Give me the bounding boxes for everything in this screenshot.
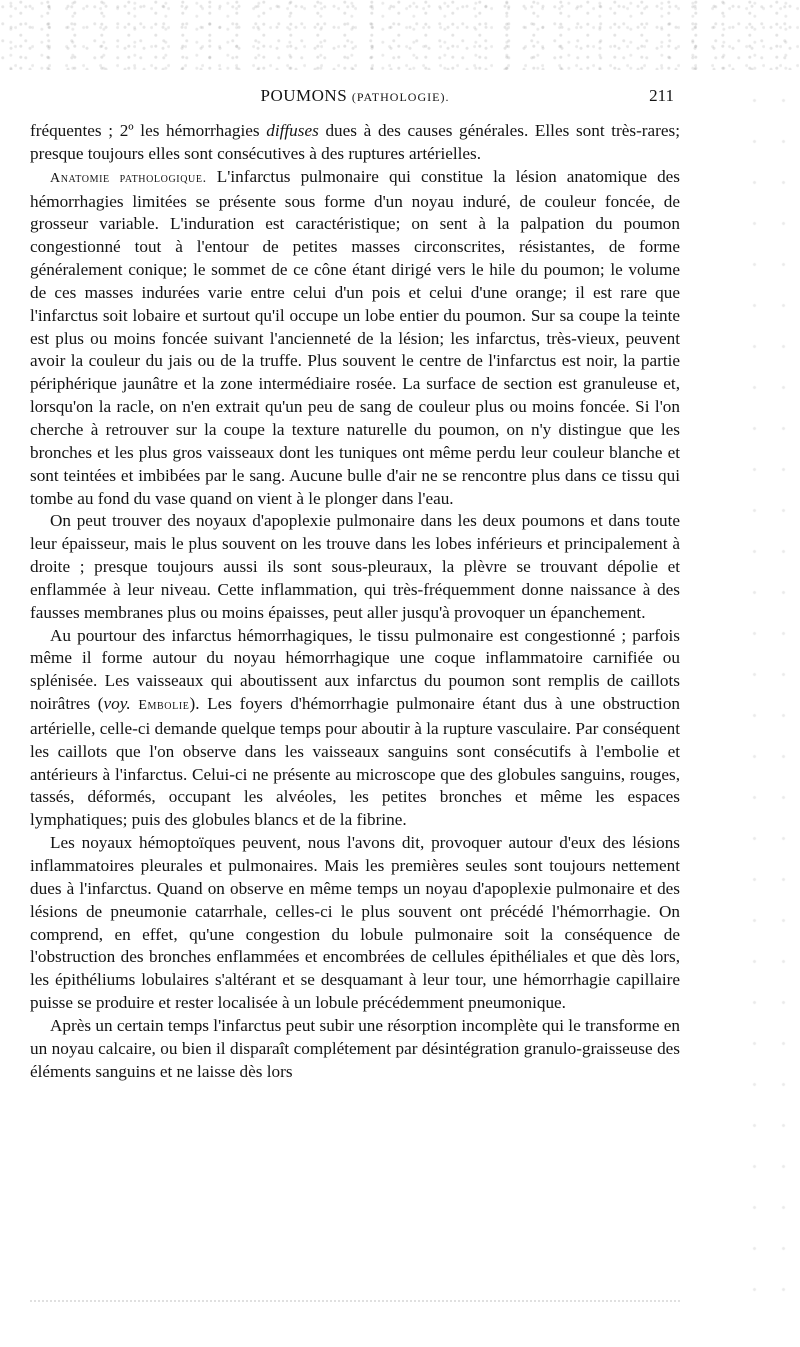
text-run: fréquentes ; 2º les hémorrhagies [30, 121, 267, 140]
running-head-title: POUMONS [260, 86, 348, 105]
italic-text: voy. [103, 694, 131, 714]
italic-text: diffuses [266, 121, 319, 140]
text-run: Les noyaux hémoptoïques peuvent, nous l'avons dit, provoquer autour d'eux des lésions inflammatoires pleurales et pulmonaires. Mais les premières seules sont toujours nettement dues à l'infarctus. Quand on observe en même temps un noyau d'apoplexie pulmonaire et des lésions de pneumonie catarrhale, celles-ci le plus souvent ont précédé l'hémorrhagie. On comprend, en effet, qu'une congestion du lobule pulmonaire soit la conséquence de l'obstruction des bronches enflammées et encombrées de cellules épithéliales et que dès lors, les épithéliums lobulaires s'altérant et se desquamant à leur tour, une hémorrhagie capillaire puisse se produire et rester localisée à un lobule précédemment pneumonique. [30, 833, 680, 1013]
paragraph [30, 832, 680, 1015]
paragraph [30, 625, 680, 833]
text-run: dues à des causes générales. Elles sont très-rares; presque toujours elles sont consécutives à des ruptures artérielles. [30, 121, 680, 163]
scan-noise-margin [740, 80, 800, 1300]
section-heading: Anatomie pathologique. [50, 170, 207, 186]
running-head [30, 86, 680, 106]
text-run: Au pourtour des infarctus hémorrhagiques, le tissu pulmonaire est congestionné ; parfois même il forme autour du noyau hémorrhagique une coque inflammatoire carnifiée ou splénisée. Les vaisseaux qui aboutissent aux infarctus du poumon sont remplis de caillots noirâtres ( [30, 625, 680, 714]
paragraph [30, 120, 680, 166]
text-run: L'infarctus pulmonaire qui constitue la lésion anatomique des hémorrhagies limitées se présente sous forme d'un noyau induré, de couleur foncée, de grosseur variable. L'induration est caractéristique; on sent à la palpation du poumon congestionné tout à l'entour de petites masses circonscrites, résistantes, de forme généralement conique; le sommet de ce cône étant dirigé vers le hile du poumon; le volume de ces masses indurées varie entre celui d'un pois et celui d'une orange; il est rare que l'infarctus soit lobaire et surtout qu'il occupe un lobe entier du poumon. Sur sa coupe la teinte est plus ou moins foncée suivant l'ancienneté de la lésion; les infarctus, très-vieux, peuvent avoir la couleur du jais ou de la truffe. Plus souvent le centre de l'infarctus est noir, la partie périphérique jaunâtre et la zone intermédiaire rosée. La surface de section est granuleuse et, lorsqu'on la racle, on n'en extrait qu'un peu de sang de couleur plus ou moins foncée. Si l'on cherche à retrouver sur la coupe la texture naturelle du poumon, on n'y distingue que les bronches et les plus gros vaisseaux dont les tuniques ont même perdu leur couleur blanche et sont teintées et imbibées par le sang. Aucune bulle d'air ne se rencontre plus dans ce tissu qui tombe au fond du vase quand on vient à le plonger dans l'eau. [30, 166, 680, 508]
text-run: ). Les foyers d'hémorrhagie pulmonaire étant dus à une obstruction artérielle, celle-ci demande quelque temps pour aboutir à la rupture vasculaire. Par conséquent les caillots que l'on observe dans les vaisseaux sanguins sont consécutifs à l'embolie et antérieurs à l'infarctus. Celui-ci ne présente au microscope que des globules sanguins, rouges, tassés, déformés, occupant les alvéoles, les petites bronches et même les espaces lymphatiques; puis des globules blancs et de la fibrine. [30, 694, 681, 830]
scan-noise-top [0, 0, 800, 70]
scan-noise-bottom [30, 1300, 680, 1306]
running-head-subtitle: (PATHOLOGIE). [351, 90, 450, 104]
text-run: Après un certain temps l'infarctus peut subir une résorption incomplète qui le transforme en un noyau calcaire, ou bien il disparaît complétement par désintégration granulo-graisseuse des éléments sanguins et ne laisse dès lors [30, 1015, 680, 1081]
text-run: On peut trouver des noyaux d'apoplexie pulmonaire dans les deux poumons et dans toute leur épaisseur, mais le plus souvent on les trouve dans les lobes inférieurs et principalement à droite ; presque toujours aussi ils sont sous-pleuraux, la plèvre se trouvant dépolie et enflammée à leur niveau. Cette inflammation, qui très-fréquemment donne naissance à des fausses membranes plus ou moins épaisses, peut aller jusqu'à provoquer un épanchement. [30, 511, 680, 622]
body-text [30, 120, 680, 1083]
section-heading: Embolie [138, 698, 190, 714]
page-number: 211 [649, 86, 674, 105]
page-header [30, 86, 680, 114]
paragraph [30, 1015, 680, 1084]
paragraph [30, 510, 680, 624]
paragraph [30, 166, 680, 511]
